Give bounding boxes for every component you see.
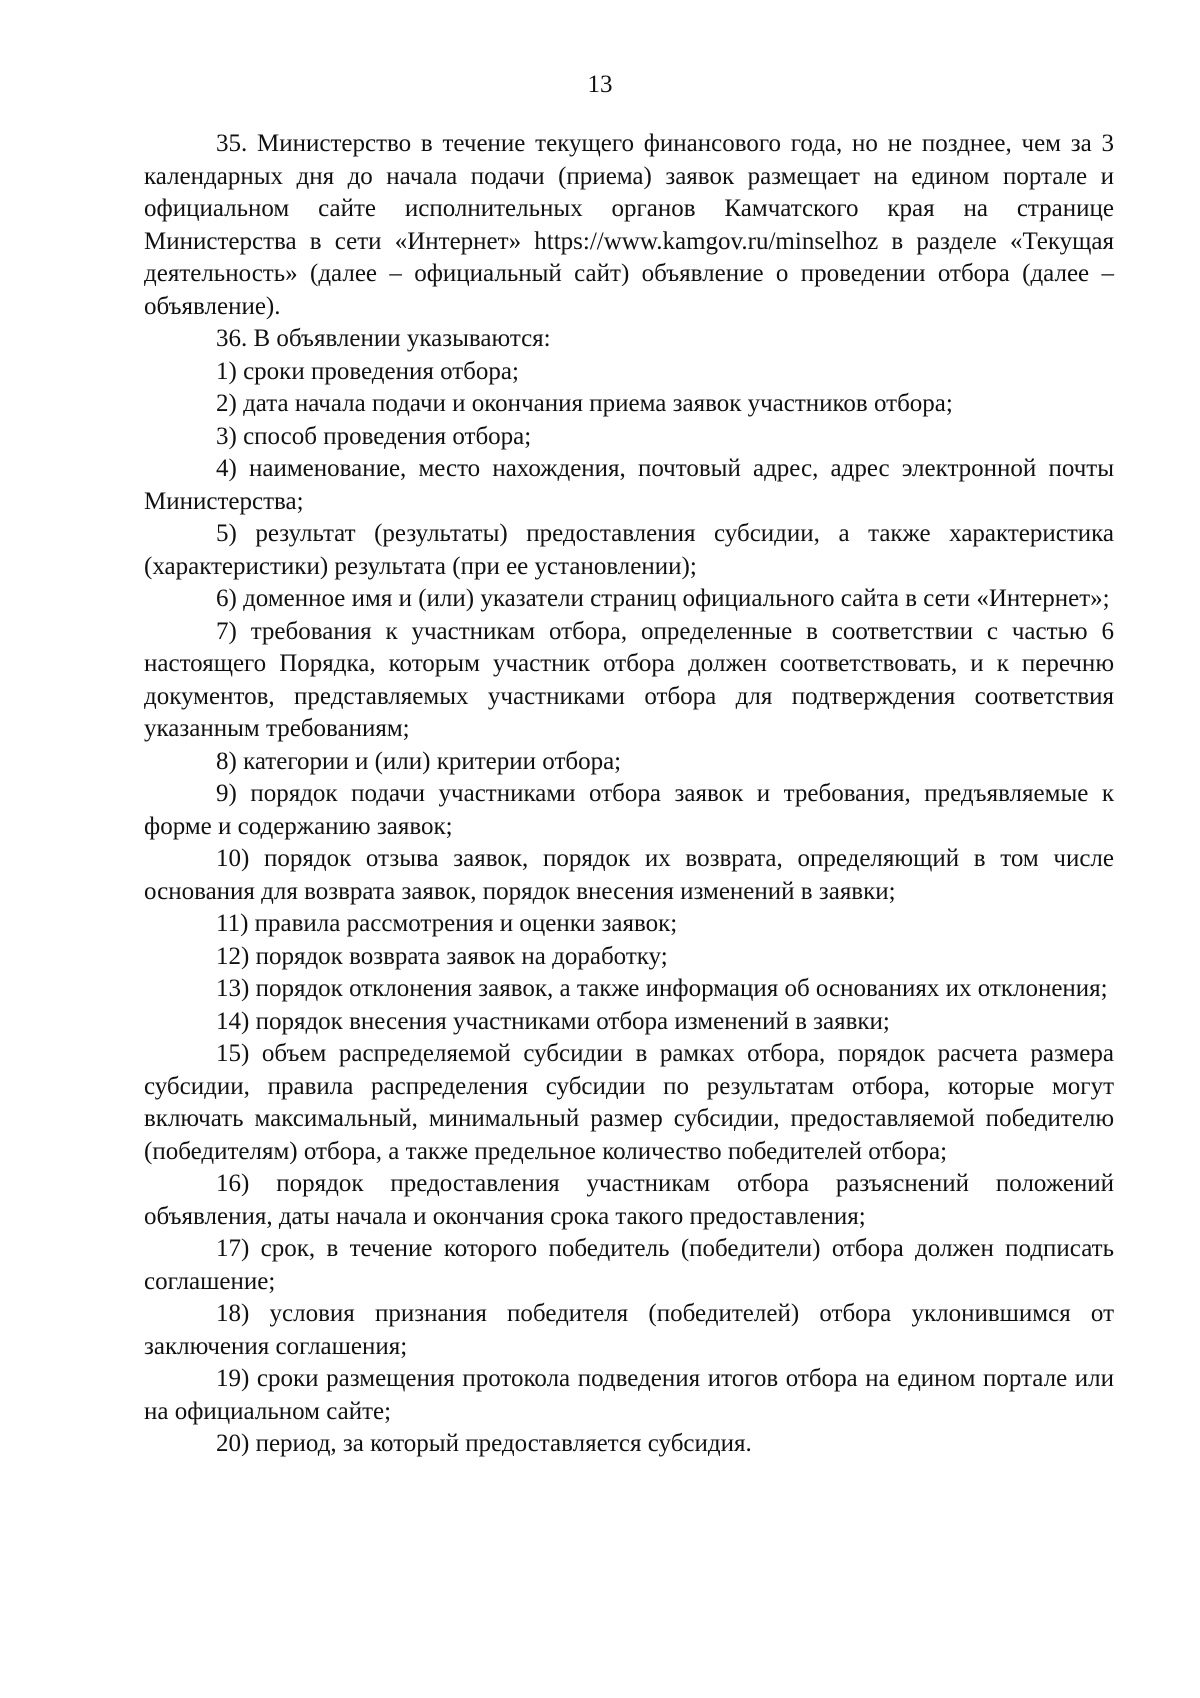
list-item-10: 10) порядок отзыва заявок, порядок их возврата, определяющий в том числе основания для возврата заявок, порядок внесения изменений в заявки; xyxy=(144,845,1114,905)
list-item-16: 16) порядок предоставления участникам отбора разъяснений положений объявления, даты начала и окончания срока такого предоставления; xyxy=(144,1170,1114,1230)
list-item-20: 20) период, за который предоставляется субсидия. xyxy=(216,1430,752,1457)
list-item-3: 3) способ проведения отбора; xyxy=(216,422,532,450)
list-item-18: 18) условия признания победителя (победителей) отбора уклонившимся от заключения соглашения; xyxy=(144,1300,1114,1360)
list-item-9: 9) порядок подачи участниками отбора заявок и требования, предъявляемые к форме и содержанию заявок; xyxy=(144,780,1114,840)
list-item-7: 7) требования к участникам отбора, определенные в соответствии с частью 6 настоящего Порядка, которым участник отбора должен соответствовать, и к перечню документов, представляемых участниками отбора для подтверждения соответствия указанным требованиям; xyxy=(144,617,1114,742)
list-item-6: 6) доменное имя и (или) указатели страниц официального сайта в сети «Интернет»; xyxy=(216,585,1110,612)
list-item-2: 2) дата начала подачи и окончания приема заявок участников отбора; xyxy=(216,390,953,417)
list-item-4: 4) наименование, место нахождения, почтовый адрес, адрес электронной почты Министерства; xyxy=(144,455,1114,515)
list-item-13: 13) порядок отклонения заявок, а также информация об основаниях их отклонения; xyxy=(216,975,1108,1002)
list-item-12: 12) порядок возврата заявок на доработку; xyxy=(216,942,668,970)
list-item-11: 11) правила рассмотрения и оценки заявок; xyxy=(216,910,678,937)
list-item-15: 15) объем распределяемой субсидии в рамках отбора, порядок расчета размера субсидии, правила распределения субсидии по результатам отбора, которые могут включать максимальный, минимальный размер субсидии, предоставляемой победителю (победителям) отбора, а также предельное количество победителей отбора; xyxy=(144,1040,1114,1165)
list-item-5: 5) результат (результаты) предоставления субсидии, а также характеристика (характеристики) результата (при ее установлении); xyxy=(144,520,1114,580)
document-body xyxy=(144,128,1114,1461)
list-item-19: 19) сроки размещения протокола подведения итогов отбора на едином портале или на официальном сайте; xyxy=(144,1365,1114,1425)
list-item-17: 17) срок, в течение которого победитель (победители) отбора должен подписать соглашение; xyxy=(144,1235,1114,1295)
paragraph-35: 35. Министерство в течение текущего финансового года, но не позднее, чем за 3 календарных дня до начала подачи (приема) заявок размещает на едином портале и официальном сайте исполнительных органов Камчатского края на странице Министерства в сети «Интернет» https://www.kamgov.ru/minselhoz в разделе «Текущая деятельность» (далее – официальный сайт) объявление о проведении отбора (далее – объявление). xyxy=(144,130,1114,320)
paragraph-36: 36. В объявлении указываются: xyxy=(216,325,551,352)
page-number: 13 xyxy=(587,71,613,98)
list-item-1: 1) сроки проведения отбора; xyxy=(216,357,519,385)
list-item-14: 14) порядок внесения участниками отбора изменений в заявки; xyxy=(216,1007,890,1035)
list-item-8: 8) категории и (или) критерии отбора; xyxy=(216,747,622,775)
